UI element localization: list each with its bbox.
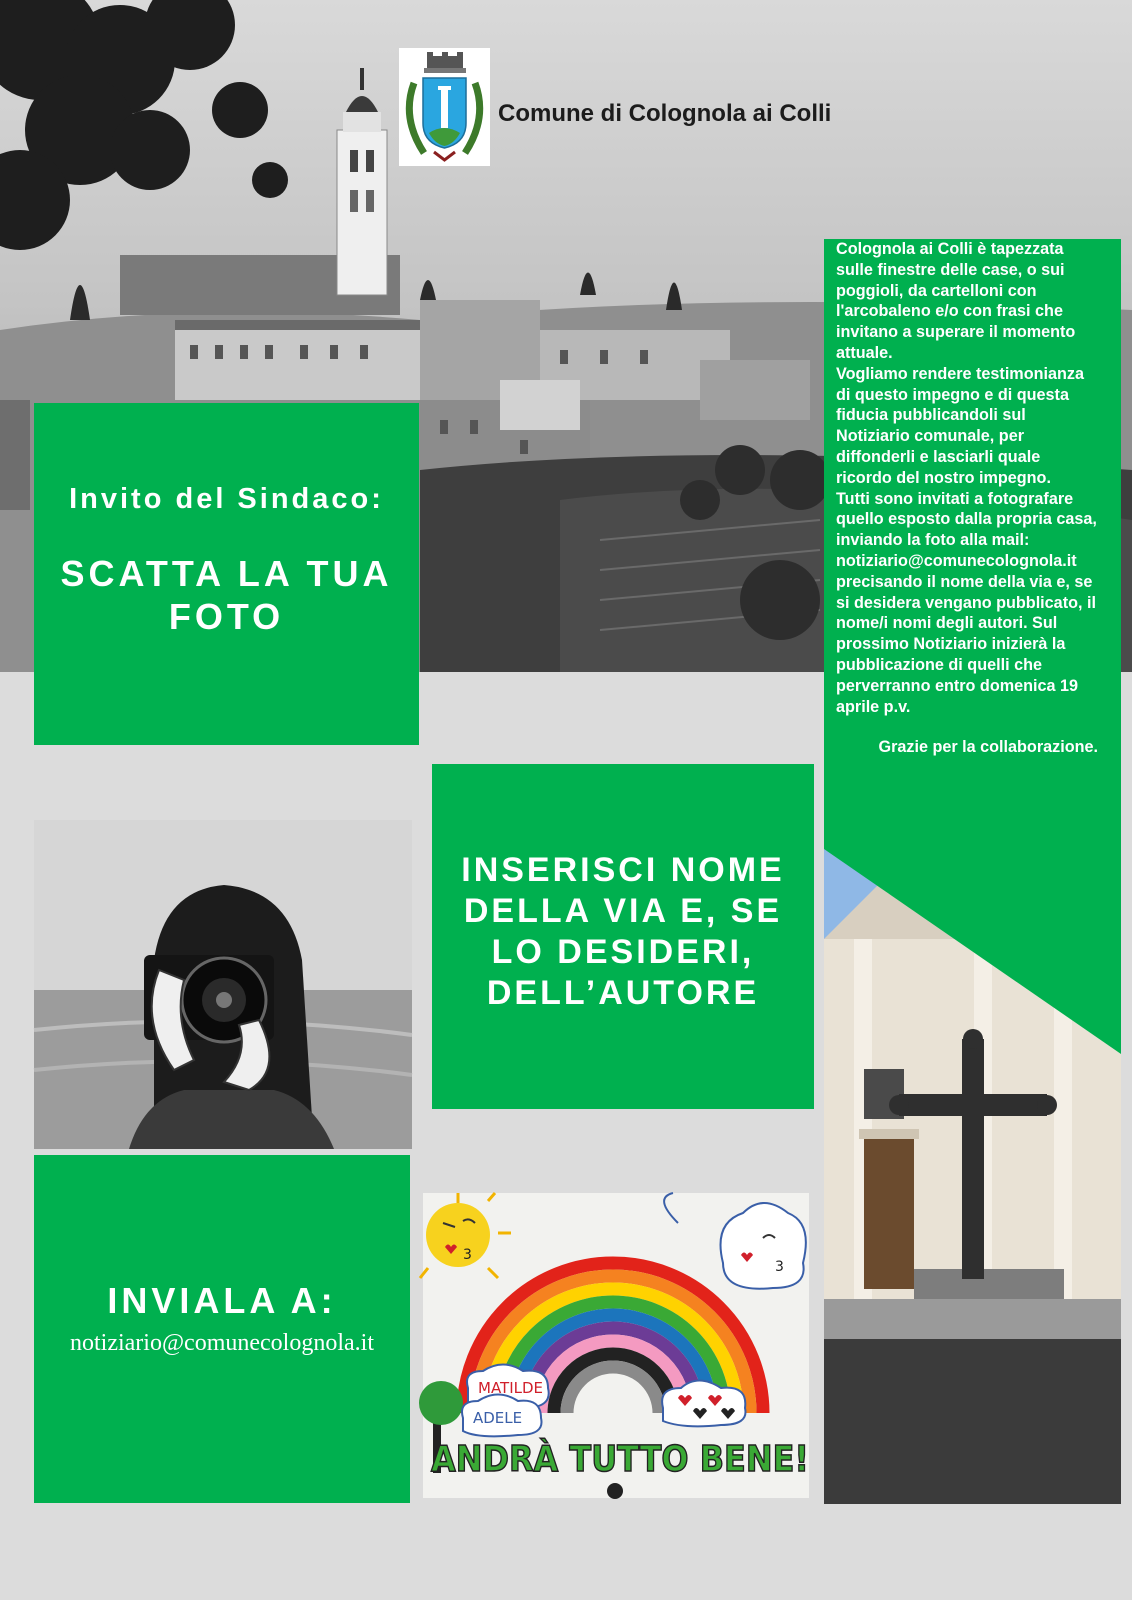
info-paragraph: Tutti sono invitati a fotografare quello esposto dalla propria casa, inviando la foto alla mail: notiziario@comunecolognola.it precisando il nome della via e, se si desidera vengano pubblicato, il nome/i nomi degli autori. Sul prossimo Notiziario inizierà la pubblicazione di quelli che perverranno entro domenica 19 aprile p.v. [836,489,1097,716]
cloud-mark: 3 [775,1259,784,1275]
info-paragraph: Colognola ai Colli è tapezzata sulle finestre delle case, o sui poggioli, da cartelloni con l'arcobaleno e/o con frasi che invitano a superare il momento attuale. [836,240,1076,362]
insert-street-text: INSERISCI NOME DELLA VIA E, SE LO DESIDERI, DELL’AUTORE [461,850,785,1012]
sun-mark: 3 [463,1247,472,1263]
municipality-name: Comune di Colognola ai Colli [498,100,832,127]
drawing-name-2: ADELE [473,1409,523,1427]
invite-headline: SCATTA LA TUA FOTO [60,553,393,637]
invite-label: Invito del Sindaco: [69,483,384,515]
rainbow-drawing-photo [423,1193,858,1498]
send-email: notiziario@comunecolognola.it [69,1330,375,1356]
drawing-slogan: ANDRÀ TUTTO BENE! [431,1439,858,1480]
info-thanks: Grazie per la collaborazione. [878,738,1098,757]
send-label: INVIALA A: [107,1280,337,1321]
info-text [836,239,1098,758]
info-panel [824,239,1121,1504]
send-box [34,1155,410,1503]
drawing-name-1: MATILDE [478,1379,544,1397]
photographer-photo [34,820,412,1149]
invite-box [34,403,419,745]
info-paragraph: Vogliamo rendere testimonianza di questo impegno e di questa fiducia pubblicandoli sul Notiziario comunale, per diffonderli e lasciarli quale ricordo del nostro impegno. [836,364,1084,487]
insert-street-box [432,764,814,1109]
municipal-crest-icon [399,48,490,166]
